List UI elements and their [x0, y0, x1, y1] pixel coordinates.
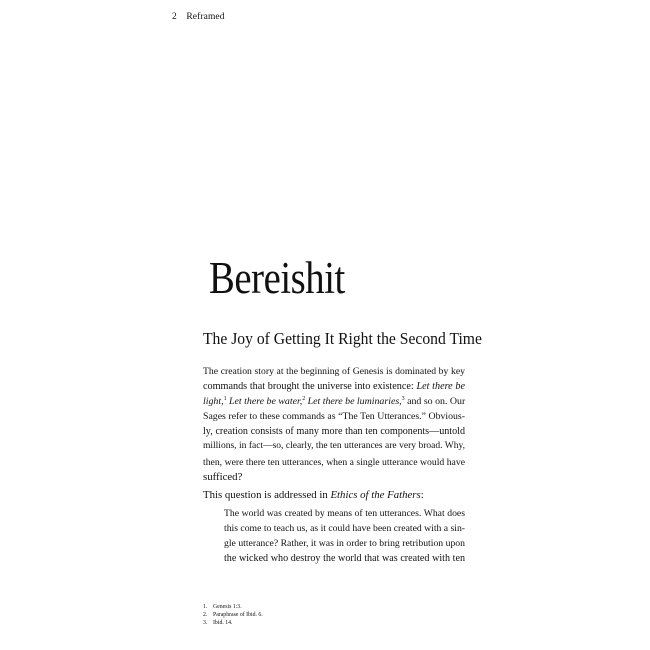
book-title: Reframed [186, 12, 225, 22]
line: then, were there ten utterances, when a single utterance would have [203, 456, 465, 468]
chapter-subtitle: The Joy of Getting It Right the Second Time [203, 329, 482, 348]
line [203, 488, 465, 503]
quote-line: The world was created by means of ten utterances. What does [224, 507, 465, 519]
footnote-text: Genesis 1:3. [213, 604, 242, 610]
line [203, 394, 465, 409]
chapter-title: Bereishit [209, 253, 345, 303]
line-text: This question is addressed in [203, 488, 328, 501]
footnote-ref-3[interactable]: 3 [401, 396, 405, 403]
body-text [203, 364, 465, 566]
footnote [203, 603, 263, 611]
quote-line: the wicked who destroy the world that was created with ten [224, 553, 465, 565]
scripture-quote: Let there be luminaries, [307, 396, 402, 408]
line-text: : [420, 488, 424, 501]
footnote [203, 619, 263, 627]
line: millions, in fact—so, clearly, the ten utterances are very broad. Why, [203, 441, 465, 452]
footnote-ref-1[interactable]: 1 [223, 396, 227, 403]
line: Sages refer to these commands as “The Ten Utterances.” Obvious- [203, 411, 465, 423]
footnote-ref-2[interactable]: 2 [302, 396, 306, 403]
block-quote [203, 506, 465, 566]
footnotes [203, 603, 263, 627]
scripture-quote: Let there be [416, 381, 465, 393]
line [203, 379, 465, 394]
footnote-text: Ibid. 14. [213, 620, 233, 626]
paragraph-2 [203, 488, 465, 503]
line: ly, creation consists of many more than ten components—untold [203, 426, 465, 438]
footnote-number: 1. [203, 604, 208, 610]
line: The creation story at the beginning of Genesis is dominated by key [203, 366, 465, 377]
footnote-number: 3. [203, 620, 208, 626]
line-text: and so on. Our [407, 396, 466, 408]
footnote-number: 2. [203, 612, 208, 618]
scripture-quote: light, [203, 396, 224, 408]
footnote [203, 611, 263, 619]
running-head [172, 12, 225, 22]
footnote-text: Paraphrase of Ibid. 6. [213, 612, 263, 618]
quote-line: this come to teach us, as it could have been created with a sin- [224, 522, 466, 534]
quote-line: gle utterance? Rather, it was in order to bring retribution upon [224, 538, 465, 550]
line: sufficed? [203, 470, 243, 483]
scripture-quote: Let there be water, [229, 396, 303, 408]
paragraph-1 [203, 364, 465, 485]
page-number: 2 [172, 12, 177, 22]
line-text: commands that brought the universe into existence: [203, 381, 414, 393]
source-title: Ethics of the Fathers [330, 488, 421, 501]
